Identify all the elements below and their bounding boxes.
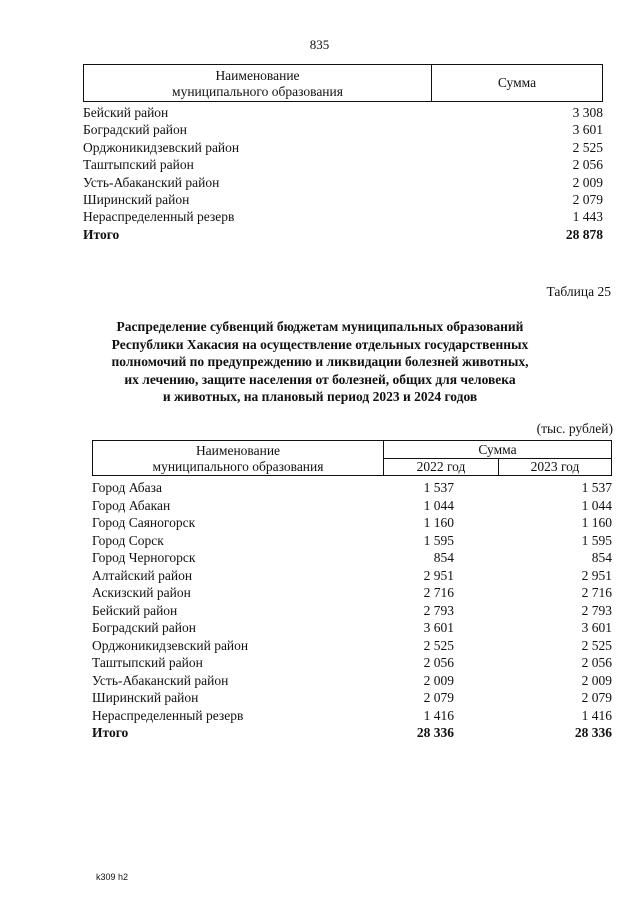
row-value: 2 079 (572, 191, 603, 207)
table2-header-name-line2: муниципального образования (152, 459, 324, 474)
row-name: Бейский район (83, 105, 169, 120)
row-value: 3 601 (572, 122, 603, 138)
row-value-2022: 854 (433, 550, 454, 565)
row-name: Ширинский район (92, 690, 199, 705)
table1-header-sum: Сумма (497, 75, 537, 90)
table2-header-year2: 2023 год (530, 459, 580, 474)
title-line: Республики Хакасия на осуществление отдельных государственных (111, 336, 529, 352)
total-value: 28 878 (565, 226, 603, 242)
row-value-2022: 2 079 (423, 690, 454, 705)
table-row (92, 532, 612, 550)
total-name: Итого (92, 725, 129, 740)
row-name: Город Абакан (92, 497, 171, 513)
table-total-row (92, 724, 612, 742)
row-name: Боградский район (83, 122, 187, 138)
row-name: Таштыпский район (83, 157, 194, 173)
table-row (92, 602, 612, 620)
table-row (83, 191, 603, 208)
table-row (92, 707, 612, 725)
table2-title (80, 318, 560, 406)
table-row (83, 156, 603, 173)
row-name: Город Абаза (92, 480, 162, 495)
title-line: полномочий по предупреждению и ликвидации болезней животных, (111, 354, 529, 369)
table-row (83, 174, 603, 191)
table-row (92, 514, 612, 532)
table-label: Таблица 25 (546, 284, 611, 299)
table2-body (92, 479, 612, 742)
row-value-2022: 2 009 (423, 672, 454, 688)
row-name: Боградский район (92, 620, 196, 635)
row-value-2023: 2 525 (581, 637, 612, 653)
total-value-2022: 28 336 (416, 725, 454, 740)
row-value-2022: 1 160 (423, 515, 454, 530)
table-row (83, 104, 603, 121)
table1-header (83, 64, 603, 102)
row-name: Ширинский район (83, 191, 190, 207)
table1-header-name-line1: Наименование (215, 68, 300, 83)
row-value: 2 525 (572, 139, 603, 155)
row-value-2023: 854 (591, 550, 612, 565)
row-name: Бейский район (92, 602, 178, 618)
row-value-2023: 1 416 (581, 707, 612, 723)
table2-header (92, 440, 612, 476)
table-row (92, 654, 612, 672)
title-line: и животных, на плановый период 2023 и 2024 годов (162, 389, 478, 404)
row-name: Алтайский район (92, 567, 193, 583)
total-value-2023: 28 336 (574, 725, 612, 740)
table1-body (83, 104, 603, 243)
row-name: Орджоникидзевский район (83, 139, 240, 155)
table1-header-name (84, 65, 432, 101)
total-name: Итого (83, 226, 120, 242)
row-value: 2 056 (572, 157, 603, 173)
table-total-row (83, 226, 603, 243)
row-name: Нераспределенный резерв (92, 707, 244, 723)
row-value-2022: 2 525 (423, 637, 454, 653)
row-value-2022: 1 416 (423, 707, 454, 723)
row-value-2023: 2 793 (581, 602, 612, 618)
row-value-2023: 3 601 (581, 620, 612, 635)
row-value-2023: 2 079 (581, 690, 612, 705)
row-value-2022: 2 056 (423, 655, 454, 670)
row-value: 1 443 (572, 209, 603, 225)
row-name: Орджоникидзевский район (92, 637, 249, 653)
row-value-2022: 3 601 (423, 620, 454, 635)
title-line: их лечению, защите населения от болезней, общих для человека (124, 371, 516, 387)
table1-header-name-line2: муниципального образования (172, 84, 343, 99)
row-name: Город Саяногорск (92, 515, 196, 530)
row-value-2023: 1 160 (581, 515, 612, 530)
row-value-2023: 2 716 (581, 585, 612, 600)
row-name: Таштыпский район (92, 655, 203, 670)
row-value-2022: 2 716 (423, 585, 454, 600)
table-row (83, 121, 603, 138)
row-value: 2 009 (572, 174, 603, 190)
row-name: Аскизский район (92, 585, 191, 600)
table-row (83, 208, 603, 225)
table-row (92, 497, 612, 515)
row-value-2023: 2 951 (581, 567, 612, 583)
table-row (92, 672, 612, 690)
table2-header-sum: Сумма (384, 441, 611, 459)
row-value-2023: 1 595 (581, 532, 612, 548)
table-row (92, 584, 612, 602)
row-value-2022: 1 595 (423, 532, 454, 548)
table-row (92, 479, 612, 497)
row-value-2022: 2 793 (423, 602, 454, 618)
row-value-2023: 1 537 (581, 480, 612, 495)
row-value-2022: 1 044 (423, 497, 454, 513)
row-name: Усть-Абаканский район (92, 672, 229, 688)
row-value-2023: 2 056 (581, 655, 612, 670)
table-row (92, 689, 612, 707)
row-value: 3 308 (572, 105, 603, 120)
row-value-2023: 1 044 (581, 497, 612, 513)
table-row (92, 567, 612, 585)
page-number: 835 (309, 37, 330, 52)
unit-label: (тыс. рублей) (536, 421, 613, 436)
table-row (83, 139, 603, 156)
table-row (92, 637, 612, 655)
row-name: Нераспределенный резерв (83, 209, 235, 225)
row-value-2023: 2 009 (581, 672, 612, 688)
row-value-2022: 2 951 (423, 567, 454, 583)
table2-header-year1: 2022 год (384, 458, 499, 475)
title-line: Распределение субвенций бюджетам муниципальных образований (116, 319, 524, 334)
footer-code: k309 h2 (96, 872, 129, 882)
row-name: Город Черногорск (92, 550, 196, 565)
table-row (92, 549, 612, 567)
row-name: Усть-Абаканский район (83, 174, 220, 190)
table2-header-name-line1: Наименование (195, 443, 281, 458)
row-name: Город Сорск (92, 532, 164, 548)
row-value-2022: 1 537 (423, 480, 454, 495)
table-row (92, 619, 612, 637)
table2-header-name (93, 441, 384, 475)
